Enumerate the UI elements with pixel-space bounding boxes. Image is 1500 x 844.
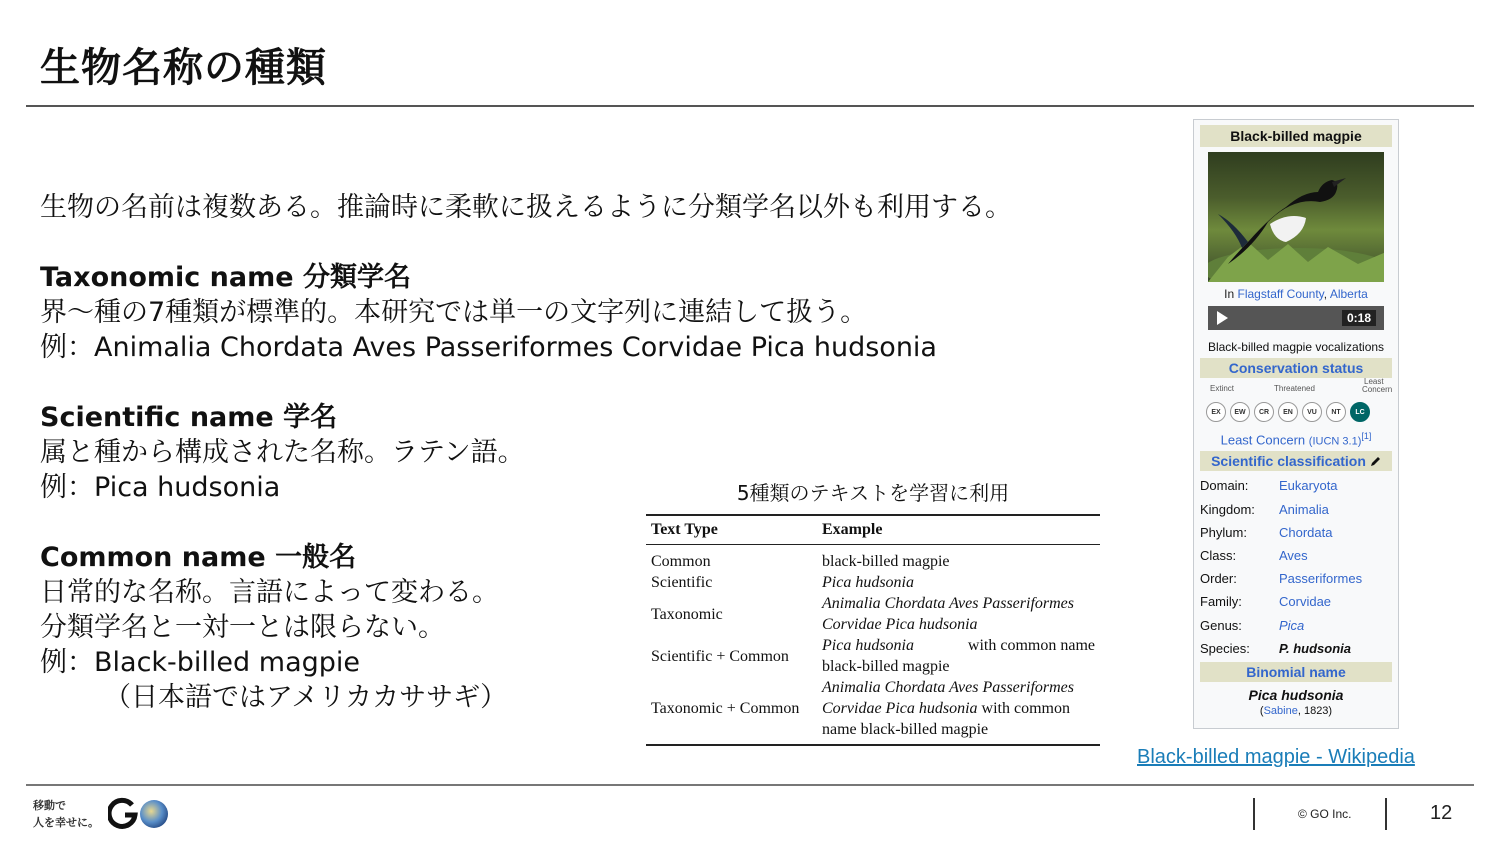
magpie-bird-icon [1208, 152, 1384, 282]
wikipedia-infobox [1193, 119, 1399, 729]
table-cell-example [817, 677, 1100, 745]
table-row [646, 545, 1100, 573]
table-cell-type: Scientific [651, 574, 713, 591]
common-heading: Common name 一般名 [40, 542, 357, 573]
status-codes [1200, 402, 1392, 422]
table-row [646, 572, 1100, 593]
table-caption: 5種類のテキストを学習に利用 [736, 481, 1010, 505]
status-code: CR [1254, 402, 1274, 422]
rank-value-link[interactable]: Corvidae [1279, 594, 1332, 610]
classification-row [1200, 637, 1392, 660]
magpie-photo [1208, 152, 1384, 282]
classification-row [1200, 474, 1392, 497]
slide-title: 生物名称の種類 [40, 45, 327, 91]
binomial-name-heading[interactable]: Binomial name [1200, 662, 1392, 682]
example-line: Animalia Chordata Aves Passeriformes [822, 595, 1074, 612]
status-code: NT [1326, 402, 1346, 422]
status-code: EX [1206, 402, 1226, 422]
classification-row [1200, 521, 1392, 544]
common-example-jp: （日本語ではアメリカカササギ） [104, 682, 508, 713]
photo-caption [1194, 287, 1398, 301]
extinct-label: Extinct [1210, 384, 1235, 393]
table-cell-type: Common [651, 553, 711, 570]
taxonomic-heading: Taxonomic name 分類学名 [40, 262, 411, 293]
table-header-example: Example [817, 515, 1100, 545]
example-line: Corvidae Pica hudsonia [822, 616, 978, 633]
classification-row [1200, 544, 1392, 567]
play-icon[interactable] [1217, 311, 1228, 325]
caption-prefix: In [1224, 287, 1235, 301]
footer-divider [26, 784, 1474, 786]
example-line: with common name [967, 637, 1095, 654]
least-label: Least [1364, 377, 1384, 386]
wikipedia-link[interactable]: Black-billed magpie - Wikipedia [1137, 746, 1415, 768]
iucn-ref[interactable]: (IUCN 3.1) [1308, 435, 1362, 448]
footer-separator [1253, 798, 1255, 830]
classification-list [1194, 474, 1398, 660]
ref-number[interactable]: [1] [1361, 431, 1372, 441]
rank: Class: [1200, 547, 1237, 563]
example-line: Corvidae Pica hudsonia [822, 700, 978, 717]
text-type-table [646, 514, 1100, 746]
rank-value-link[interactable]: Passeriformes [1279, 571, 1363, 587]
status-code-active: LC [1350, 402, 1370, 422]
rank-value-link[interactable]: Aves [1279, 547, 1308, 563]
classification-row [1200, 498, 1392, 521]
sabine-link[interactable]: Sabine [1263, 704, 1298, 717]
common-desc-2: 分類学名と一対一とは限らない。 [40, 612, 445, 643]
status-value[interactable]: Least Concern [1220, 432, 1306, 448]
rank: Domain: [1200, 478, 1249, 494]
authority-open: ( [1259, 704, 1264, 717]
scientific-classification-heading[interactable] [1200, 451, 1392, 471]
infobox-title: Black-billed magpie [1200, 125, 1392, 147]
page-number: 12 [1430, 802, 1453, 824]
conservation-status-scale [1200, 377, 1393, 430]
intro-text: 生物の名前は複数ある。推論時に柔軟に扱えるように分類学名以外も利用する。 [40, 192, 1012, 223]
taxonomic-example: 例：Animalia Chordata Aves Passeriformes Corvidae Pica hudsonia [40, 332, 937, 363]
audio-player[interactable] [1208, 306, 1384, 330]
rank-value-link[interactable]: Chordata [1279, 524, 1333, 540]
classification-row [1200, 613, 1392, 636]
logo-tagline-line2: 人を幸せに。 [33, 816, 99, 829]
status-code: EW [1230, 402, 1250, 422]
footer-separator [1385, 798, 1387, 830]
least-concern-link[interactable] [1194, 431, 1398, 447]
example-line: black-billed magpie [822, 658, 950, 675]
classification-row [1200, 590, 1392, 613]
logo-tagline [33, 797, 99, 831]
scientific-example: 例：Pica hudsonia [40, 472, 281, 503]
rank: Genus: [1200, 617, 1242, 633]
example-line: with common [981, 700, 1070, 717]
rank-value-link[interactable]: Eukaryota [1279, 478, 1338, 494]
example-line: Animalia Chordata Aves Passeriformes [822, 679, 1074, 696]
rank: Kingdom: [1200, 501, 1255, 517]
threatened-label: Threatened [1274, 384, 1315, 393]
example-line: Pica hudsonia [822, 637, 914, 654]
authority [1194, 705, 1398, 717]
classification-row [1200, 567, 1392, 590]
status-code: VU [1302, 402, 1322, 422]
status-code: EN [1278, 402, 1298, 422]
common-desc: 日常的な名称。言語によって変わる。 [40, 577, 499, 608]
scientific-heading: Scientific name 学名 [40, 402, 338, 433]
table-cell-example [817, 593, 1100, 635]
table-header-text-type: Text Type [646, 515, 817, 545]
rank-value-link[interactable]: Animalia [1279, 501, 1329, 517]
table-cell-type: Taxonomic + Common [646, 677, 817, 745]
scientific-desc: 属と種から構成された名称。ラテン語。 [40, 437, 525, 468]
authority-year: , 1823) [1297, 704, 1333, 717]
logo-tagline-line1: 移動で [33, 799, 66, 812]
flagstaff-county-link[interactable]: Flagstaff County [1237, 287, 1324, 301]
alberta-link[interactable]: Alberta [1329, 287, 1368, 301]
conservation-status-heading[interactable]: Conservation status [1200, 358, 1392, 378]
concern-label: Concern [1362, 385, 1393, 394]
edit-pencil-icon[interactable] [1370, 456, 1381, 467]
rank-value-link[interactable]: Pica [1279, 617, 1305, 633]
rank: Phylum: [1200, 524, 1247, 540]
taxonomic-desc: 界〜種の7種類が標準的。本研究では単一の文字列に連結して扱う。 [40, 297, 868, 328]
classification-heading-label[interactable]: Scientific classification [1211, 453, 1366, 470]
example-line: name black-billed magpie [822, 721, 989, 738]
table-row [646, 635, 1100, 677]
table-row [646, 677, 1100, 745]
common-example: 例：Black-billed magpie [40, 647, 361, 678]
table-row [646, 593, 1100, 635]
table-cell-type: Taxonomic [651, 605, 723, 623]
table-cell-example: black-billed magpie [822, 553, 950, 570]
rank: Order: [1200, 571, 1237, 587]
title-divider [26, 105, 1474, 107]
caption-separator: , [1323, 287, 1328, 301]
binomial-name: Pica hudsonia [1248, 686, 1344, 703]
audio-duration: 0:18 [1342, 310, 1376, 326]
species-value: P. hudsonia [1279, 640, 1351, 656]
table-cell-example [817, 635, 1100, 677]
table-cell-type: Scientific + Common [651, 647, 789, 665]
rank: Family: [1200, 594, 1242, 610]
go-logo-icon [108, 796, 170, 832]
table-cell-example: Pica hudsonia [822, 574, 914, 591]
copyright: © GO Inc. [1298, 807, 1352, 821]
rank: Species: [1200, 640, 1250, 656]
vocalizations-label: Black-billed magpie vocalizations [1207, 340, 1385, 354]
